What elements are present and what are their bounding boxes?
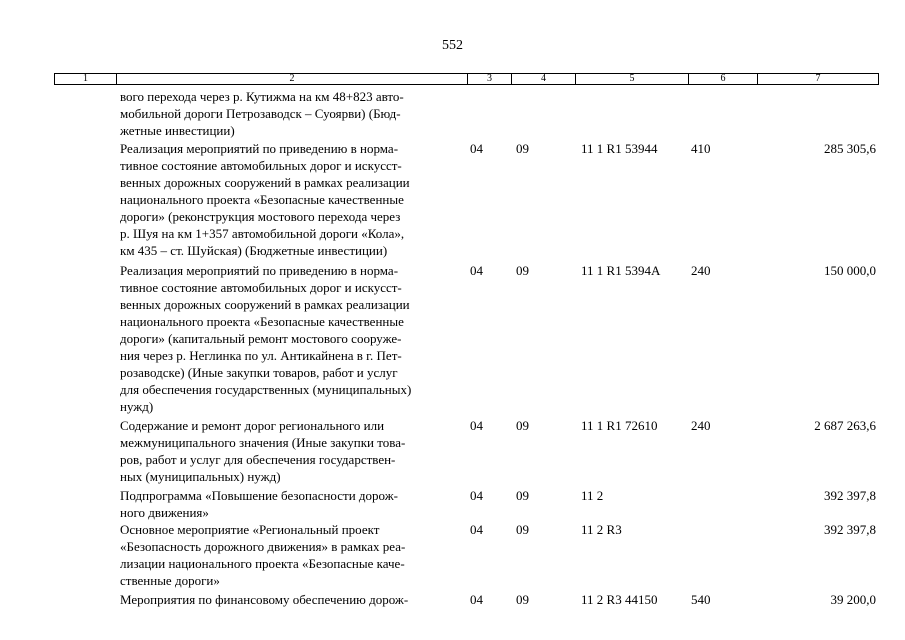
row-rz: 04 <box>470 592 483 607</box>
row-description: Основное мероприятие «Региональный проект «Безопасность дорожного движения» в рамках реа- лизации национального проекта «Безопасные каче- ственные дороги» <box>120 522 406 588</box>
row-sum: 2 687 263,6 <box>814 418 876 433</box>
row-csr: 11 1 R1 53944 <box>581 141 658 156</box>
row-pr: 09 <box>516 418 529 433</box>
row-pr: 09 <box>516 141 529 156</box>
header-col-1: 1 <box>55 74 117 84</box>
row-rz: 04 <box>470 141 483 156</box>
row-csr: 11 2 R3 44150 <box>581 592 658 607</box>
row-sum: 150 000,0 <box>824 263 876 278</box>
header-col-2: 2 <box>117 74 468 84</box>
row-pr: 09 <box>516 263 529 278</box>
row-vr: 410 <box>691 141 711 156</box>
row-sum: 285 305,6 <box>824 141 876 156</box>
table-header-row <box>54 73 879 85</box>
row-pr: 09 <box>516 488 529 503</box>
row-sum: 392 397,8 <box>824 522 876 537</box>
row-description: Содержание и ремонт дорог регионального или межмуниципального значения (Иные закупки това- ров, работ и услуг для обеспечения государствен- ных (муниципальных) нужд) <box>120 418 406 484</box>
row-rz: 04 <box>470 488 483 503</box>
header-col-5: 5 <box>576 74 689 84</box>
row-vr: 240 <box>691 418 711 433</box>
row-description: Реализация мероприятий по приведению в норма- тивное состояние автомобильных дорог и искусст- венных дорожных сооружений в рамках реализации национального проекта «Безопасные качественные дороги» (капитальный ремонт мостового сооруже- ния через р. Неглинка по ул. Антикайнена в г. Пет- розаводске) (Иные закупки товаров, работ и услуг для обеспечения государственных (муниципальных) нужд) <box>120 263 412 414</box>
row-sum: 392 397,8 <box>824 488 876 503</box>
row-rz: 04 <box>470 418 483 433</box>
row-description: вого перехода через р. Кутижма на км 48+823 авто- мобильной дороги Петрозаводск – Суоярви) (Бюд- жетные инвестиции) <box>120 89 404 138</box>
row-csr: 11 2 <box>581 488 604 503</box>
header-col-3: 3 <box>468 74 512 84</box>
row-description: Подпрограмма «Повышение безопасности дорож- ного движения» <box>120 488 399 520</box>
row-rz: 04 <box>470 263 483 278</box>
row-description: Мероприятия по финансовому обеспечению дорож- <box>120 592 409 607</box>
row-vr: 240 <box>691 263 711 278</box>
row-pr: 09 <box>516 522 529 537</box>
header-col-7: 7 <box>815 73 821 84</box>
header-col-6: 6 <box>689 74 758 84</box>
row-pr: 09 <box>516 592 529 607</box>
row-description: Реализация мероприятий по приведению в норма- тивное состояние автомобильных дорог и искусст- венных дорожных сооружений в рамках реализации национального проекта «Безопасные качественные дороги» (реконструкция мостового перехода через р. Шуя на км 1+357 автомобильной дороги «Кола», км 435 – ст. Шуйская) (Бюджетные инвестиции) <box>120 141 410 258</box>
row-rz: 04 <box>470 522 483 537</box>
page-number: 552 <box>442 38 463 53</box>
row-csr: 11 1 R1 5394A <box>581 263 661 278</box>
row-sum: 39 200,0 <box>830 592 876 607</box>
row-csr: 11 1 R1 72610 <box>581 418 658 433</box>
row-vr: 540 <box>691 592 711 607</box>
header-col-4: 4 <box>512 74 576 84</box>
row-csr: 11 2 R3 <box>581 522 622 537</box>
